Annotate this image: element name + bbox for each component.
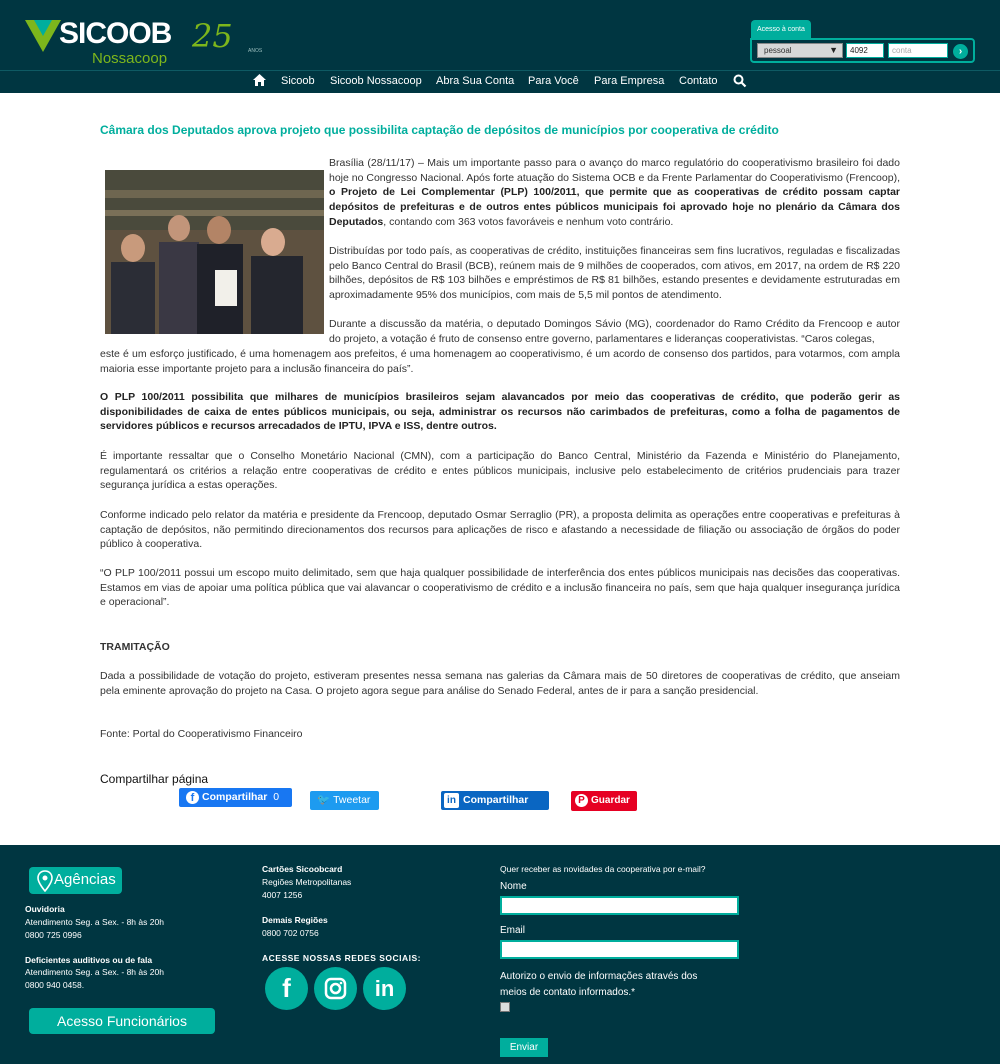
metro-phone: 4007 1256 [262,890,303,900]
account-type-value: pessoal [764,46,792,55]
article-paragraph-5: É importante ressaltar que o Conselho Monetário Nacional (CMN), com a participação do Banco Central, Ministério da Fazenda e Ministério do Planejamento, regulamentará os critérios a relação entre cooperativas de crédito e entes públicos municipais, inclusive pelo estabelecimento de critérios prudenciais para trazer segurança jurídica a estas operações. [100,450,900,492]
account-type-select[interactable] [757,43,843,58]
sicoob-logo-mark-inner [34,20,52,36]
linkedin-social-link[interactable] [363,967,406,1010]
instagram-icon [314,967,357,1010]
article-photo-image [105,170,324,334]
article-paragraph-4: O PLP 100/2011 possibilita que milhares de municípios brasileiros sejam alavancados por meio das cooperativas de crédito, que poderão gerir as disponibilidades de caixa de entes públicos municipais, ou seja, administrar os recursos não carimbados de prefeituras, como a folha de pagamentos de servidores públicos e recursos arrecadados de IPTU, IPVA e ISS, dentre outros. [100,391,900,433]
demais-regioes-title: Demais Regiões [262,915,328,925]
cartoes-title: Cartões Sicoobcard [262,864,343,874]
brand-name: SICOOB [59,17,172,50]
email-label: Email [500,925,526,936]
deficientes-hours: Atendimento Seg. a Sex. - 8h às 20h [25,967,164,977]
pinterest-save-label: Guardar [591,795,630,806]
facebook-icon: f [282,973,291,1003]
article-dateline: Brasília (28/11/17) – [329,157,428,169]
twitter-share-button[interactable] [310,791,379,810]
brand-subname: Nossacoop [92,50,168,67]
article-source: Fonte: Portal do Cooperativismo Financeiro [100,728,303,740]
consent-checkbox[interactable] [500,1002,510,1012]
twitter-share-label: Tweetar [333,794,371,806]
search-icon[interactable] [733,74,747,88]
consent-text-line1: Autorizo o envio de informações através dos [500,971,698,982]
cooperative-number-input[interactable]: 4092 [846,43,884,58]
nav-item-para-voce[interactable]: Para Você [528,75,579,87]
facebook-social-link[interactable] [265,967,308,1010]
dropdown-arrow-icon: ▼ [829,45,838,55]
article-paragraph-3a: Durante a discussão da matéria, o deputado Domingos Sávio (MG), coordenador do Ramo Crédito da Frencoop e autor do projeto, a votação é fruto de consenso entre governo, parlamentares e lideranças cooperativistas. “Caros colegas, [329,318,900,345]
article-p1-text: Mais um importante passo para o avanço do marco regulatório do cooperativismo brasileiro foi dado hoje no Congresso Nacional. Após forte atuação do Sistema OCB e da Frente Parlamentar do Cooperativismo (Frencoop), [329,157,900,184]
article-p1-end: , contando com 363 votos favoráveis e nenhum voto contrário. [383,215,674,228]
linkedin-share-button[interactable] [441,791,549,810]
pinterest-icon: P [575,794,588,807]
arrow-right-icon: › [958,46,963,57]
anniversary-number: 25 [192,17,233,55]
home-icon[interactable] [253,74,266,86]
facebook-share-label: Compartilhar [202,791,268,803]
article-p1-bold: o Projeto de Lei Complementar (PLP) 100/2011, que permite que as cooperativas de crédito possam captar depósitos de prefeituras e de outros entes públicos municipais foi aprovado hoje no plenário da Câmara dos Deputados [329,186,900,228]
ouvidoria-phone: 0800 725 0996 [25,930,82,940]
news-article [100,123,900,138]
newsletter-title: Quer receber as novidades da cooperativa por e-mail? [500,864,706,874]
nav-item-abra-sua-conta[interactable]: Abra Sua Conta [436,75,515,87]
article-paragraph-8: Dada a possibilidade de votação do projeto, estiveram presentes nessa semana nas galerias da Câmara mais de 50 diretores de cooperativas de crédito, que anseiam pela eminente aprovação do projeto na Casa. O projeto agora segue para análise do Senado Federal, antes de ir para a sanção presidencial. [100,670,900,697]
article-paragraph-1 [329,156,900,230]
nav-item-contato[interactable]: Contato [679,75,718,87]
site-footer [0,845,1000,1064]
regioes-metropolitanas: Regiões Metropolitanas [262,877,352,887]
article-paragraph-7: “O PLP 100/2011 possui um escopo muito delimitado, sem que haja qualquer possibilidade de interferência dos entes públicos municipais nas decisões das cooperativas. Estamos em vias de apoiar uma política pública que vai alavancar o cooperativismo de crédito e a inclusão financeira no país, sem que haja qualquer insegurança jurídica e operacional”. [100,567,900,609]
login-submit-button[interactable] [953,44,968,59]
nav-item-sicoob[interactable]: Sicoob [281,75,315,87]
agencias-button[interactable] [29,867,122,894]
deficientes-title: Deficientes auditivos ou de fala [25,955,153,965]
article-paragraph-6: Conforme indicado pelo relator da matéria e presidente da Frencoop, deputado Osmar Serraglio (PR), a proposta delimita as operações entre cooperativas e prefeituras à captação de depósitos, não permitindo direcionamentos dos recursos para aplicações de risco e afastando a necessidade de filiação ou associação de órgãos do poder público à cooperativa. [100,509,900,551]
facebook-share-button[interactable] [179,788,292,807]
newsletter-email-input[interactable] [500,940,739,959]
article-title: Câmara dos Deputados aprova projeto que possibilita captação de depósitos de municípios por cooperativa de crédito [100,123,779,137]
nav-divider [0,70,1000,71]
anniversary-sub: ANOS [248,48,263,54]
main-nav [0,72,1000,92]
ouvidoria-title: Ouvidoria [25,904,65,914]
login-panel [750,38,975,63]
article-photo [105,170,324,334]
consent-text-line2: meios de contato informados.* [500,987,636,998]
ouvidoria-hours: Atendimento Seg. a Sex. - 8h às 20h [25,917,164,927]
location-pin-icon [37,870,53,892]
anniversary-seal [192,18,264,54]
linkedin-icon: in [374,976,395,1001]
share-title: Compartilhar página [100,772,209,786]
demais-phone: 0800 702 0756 [262,928,319,938]
sicoob-logo[interactable] [25,17,175,68]
facebook-share-count: 0 [273,791,280,803]
account-login-box [750,20,975,63]
agencias-label: Agências [54,871,116,888]
article-paragraph-3b: este é um esforço justificado, é uma homenagem aos prefeitos, é uma homenagem ao cooperativismo, é um acordo de consenso dos partidos, para votarmos, com ampla maioria esse importante projeto para a inclusão financeira do país”. [100,348,900,375]
article-paragraph-2: Distribuídas por todo país, as cooperativas de crédito, instituições financeiras sem fins lucrativos, reguladas e fiscalizadas pelo Banco Central do Brasil (BCB), reúnem mais de 9 milhões de cooperados, com ativos, em 2017, na ordem de R$ 220 bilhões, depósitos de R$ 103 bilhões e empréstimos de R$ 81 bilhões, estando presentes e devidamente estruturadas em aproximadamente 95% dos municípios, com mais de 5,5 mil pontos de atendimento. [329,245,900,302]
nome-label: Nome [500,881,527,892]
twitter-icon: 🐦 [317,794,331,806]
site-header [0,0,1000,93]
social-title: ACESSE NOSSAS REDES SOCIAIS: [262,953,422,963]
nav-item-sicoob-nossacoop[interactable]: Sicoob Nossacoop [330,75,422,87]
nav-item-para-empresa[interactable]: Para Empresa [594,75,665,87]
facebook-icon: f [186,791,199,804]
login-tab[interactable]: Acesso à conta [751,20,811,39]
pinterest-save-button[interactable] [571,791,637,811]
newsletter-name-input[interactable] [500,896,739,915]
newsletter-submit-button[interactable]: Enviar [500,1038,548,1057]
acesso-funcionarios-button[interactable]: Acesso Funcionários [29,1008,215,1034]
linkedin-share-label: Compartilhar [463,794,529,806]
linkedin-icon: in [444,793,459,808]
deficientes-phone: 0800 940 0458. [25,980,85,990]
instagram-social-link[interactable] [314,967,357,1010]
tramitacao-heading: TRAMITAÇÃO [100,641,170,653]
account-number-input[interactable]: conta [888,43,948,58]
